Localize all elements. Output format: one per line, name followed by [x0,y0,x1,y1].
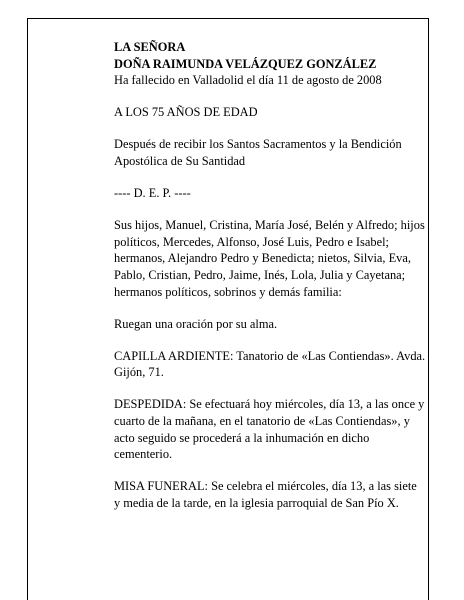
sacraments-line: Después de recibir los Santos Sacramentos y la Bendición Apostólica de Su Santidad [114,137,402,168]
rip-line: ---- D. E. P. ---- [114,186,191,201]
title-line-1: LA SEÑORA [114,40,186,54]
chapel-paragraph: CAPILLA ARDIENTE: Tanatorio de «Las Contiendas». Avda. Gijón, 71. [114,348,426,380]
age-line: A LOS 75 AÑOS DE EDAD [114,105,258,120]
obituary-notice [114,39,426,527]
prayer-line: Ruegan una oración por su alma. [114,316,278,331]
death-info: Ha fallecido en Valladolid el día 11 de agosto de 2008 [114,73,382,88]
family-paragraph: Sus hijos, Manuel, Cristina, María José, Belén y Alfredo; hijos políticos, Mercedes, Alfonso, José Luis, Pedro e Isabel; hermanos, Alejandro Pedro y Benedicta; nietos, Silvia, Eva, Pablo, Cristian, Pedro, Jaime, Inés, Lola, Julia y Cayetana; hermanos políticos, sobrinos y demás familia: [114,218,425,299]
farewell-paragraph: DESPEDIDA: Se efectuará hoy miércoles, día 13, a las once y cuarto de la mañana, en el tanatorio de «Las Contiendas», y acto seguido se procederá a la inhumación en dicho cementerio. [114,397,425,462]
deceased-name: DOÑA RAIMUNDA VELÁZQUEZ GONZÁLEZ [114,56,377,71]
mass-paragraph: MISA FUNERAL: Se celebra el miércoles, día 13, a las siete y media de la tarde, en la iglesia parroquial de San Pío X. [114,479,417,510]
